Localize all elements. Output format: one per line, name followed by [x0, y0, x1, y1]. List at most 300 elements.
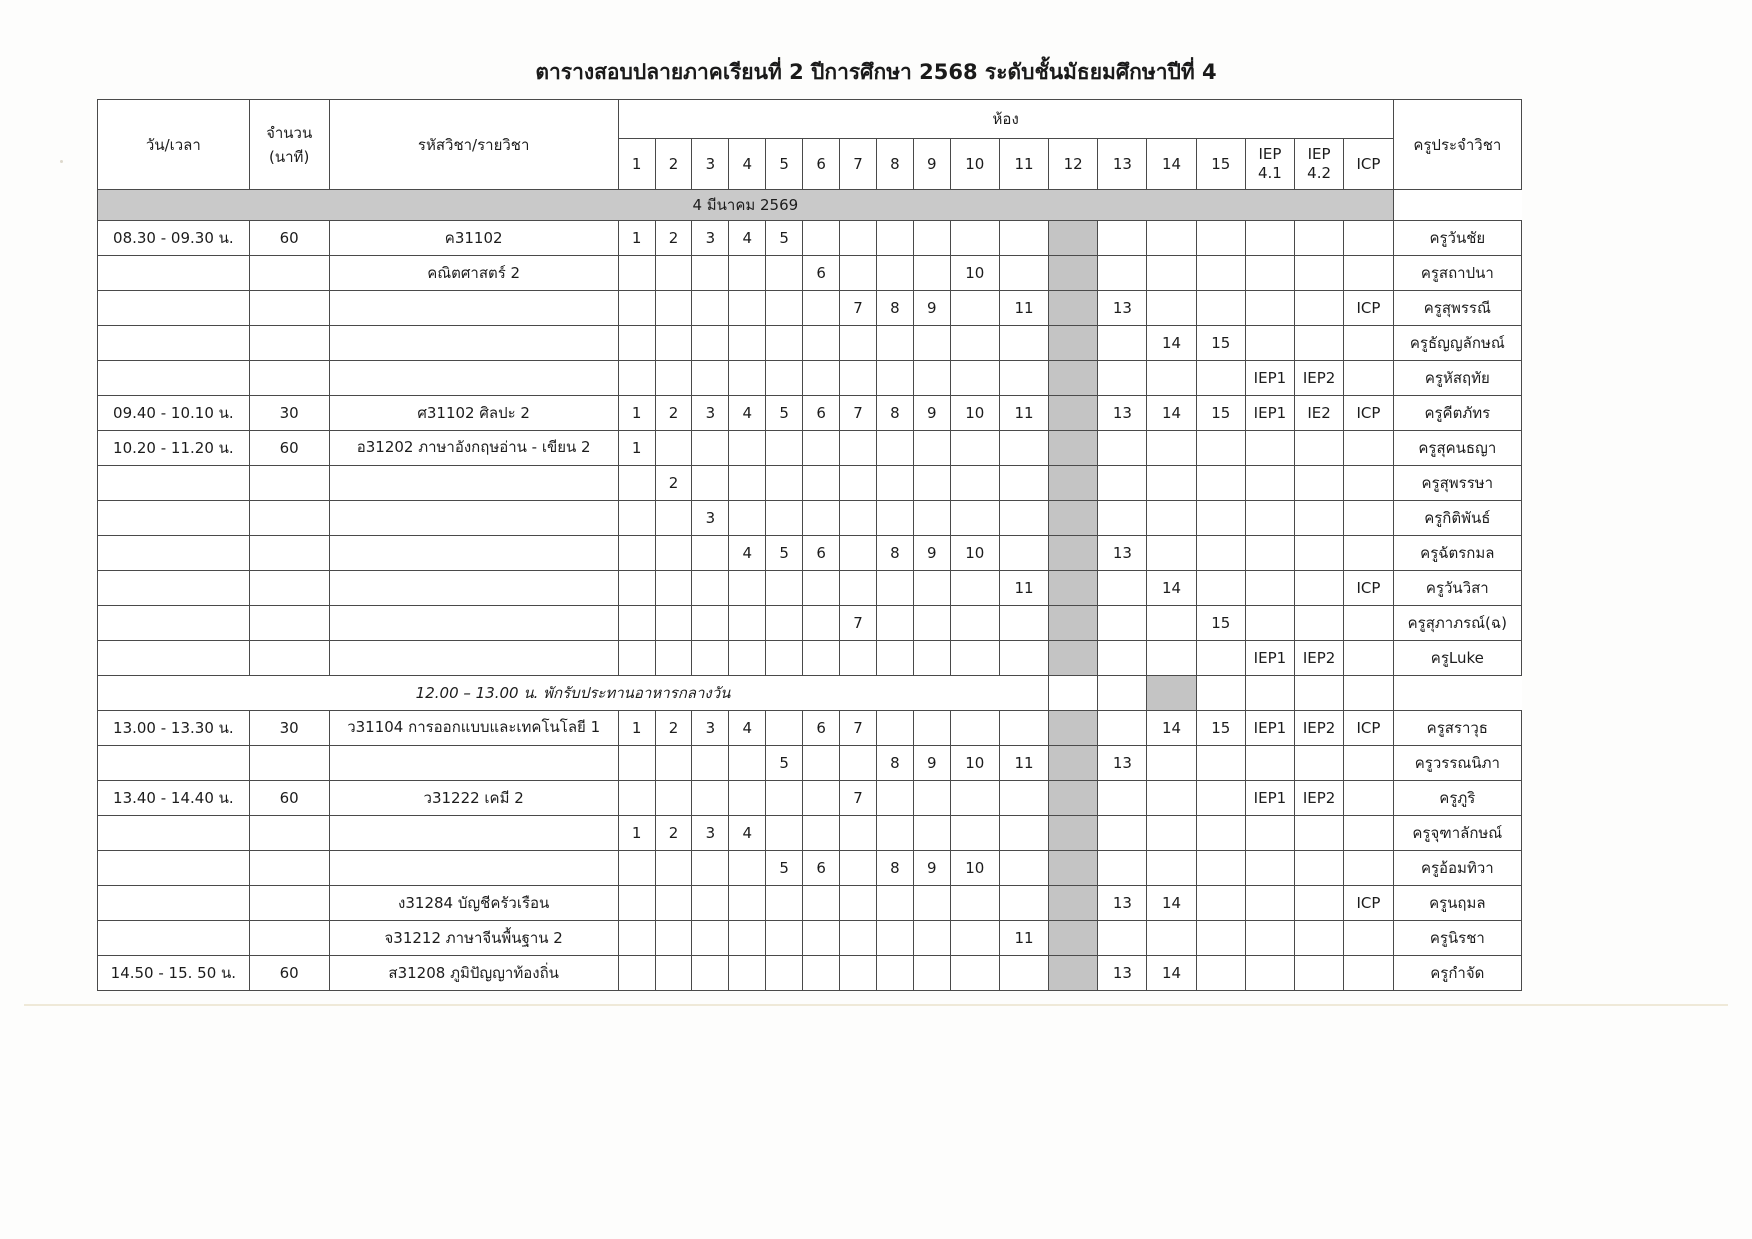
cell-room-iep1: IEP1	[1245, 396, 1294, 431]
cell-teacher: ครูนฤมล	[1393, 886, 1521, 921]
cell-room-11	[999, 536, 1048, 571]
cell-room-2	[655, 921, 692, 956]
cell-room-7	[840, 956, 877, 991]
cell-day-time	[98, 606, 250, 641]
table-row	[98, 256, 1522, 291]
cell-room-7	[840, 746, 877, 781]
cell-room-4	[729, 956, 766, 991]
cell-room-3	[692, 851, 729, 886]
table-body	[98, 190, 1522, 991]
cell-room-15	[1196, 851, 1245, 886]
cell-room-2	[655, 361, 692, 396]
cell-room-10	[950, 501, 999, 536]
cell-room-1	[618, 361, 655, 396]
cell-room-8: 8	[876, 536, 913, 571]
cell-room-5	[766, 956, 803, 991]
cell-room-14: 14	[1147, 396, 1196, 431]
cell-teacher: ครูอ้อมทิวา	[1393, 851, 1521, 886]
cell-minutes	[249, 921, 329, 956]
table-row	[98, 851, 1522, 886]
cell-room-3	[692, 886, 729, 921]
cell-room-9	[913, 921, 950, 956]
cell-room-icp	[1344, 221, 1393, 256]
cell-subject: ส31208 ภูมิปัญญาท้องถิ่น	[329, 956, 618, 991]
table-row	[98, 396, 1522, 431]
cell-room-9	[913, 641, 950, 676]
cell-room-3	[692, 921, 729, 956]
cell-room-1	[618, 326, 655, 361]
cell-subject: ว31222 เคมี 2	[329, 781, 618, 816]
cell-room-iep2	[1295, 956, 1344, 991]
cell-room-3	[692, 256, 729, 291]
cell-room-5	[766, 606, 803, 641]
cell-teacher: ครูสุพรรณี	[1393, 291, 1521, 326]
header-teacher: ครูประจำวิชา	[1393, 100, 1521, 190]
cell-room-8	[876, 641, 913, 676]
cell-room-3: 3	[692, 501, 729, 536]
cell-room-icp	[1344, 536, 1393, 571]
cell-room-iep1	[1245, 746, 1294, 781]
header-room-icp: ICP	[1344, 139, 1393, 190]
cell-room-13	[1098, 256, 1147, 291]
cell-room-iep1	[1245, 466, 1294, 501]
cell-room-14: 14	[1147, 956, 1196, 991]
cell-room-4: 4	[729, 816, 766, 851]
cell-room-12	[1049, 466, 1098, 501]
cell-room-11	[999, 816, 1048, 851]
cell-room-iep2	[1295, 536, 1344, 571]
cell-day-time: 13.40 - 14.40 น.	[98, 781, 250, 816]
cell-room-iep2	[1295, 851, 1344, 886]
cell-room-2	[655, 291, 692, 326]
cell-room-15	[1196, 956, 1245, 991]
cell-minutes	[249, 606, 329, 641]
cell-room-12	[1049, 781, 1098, 816]
cell-room-4	[729, 781, 766, 816]
cell-subject	[329, 466, 618, 501]
cell-teacher: ครูสุคนธญา	[1393, 431, 1521, 466]
lunch-break-label: 12.00 – 13.00 น. พักรับประทานอาหารกลางวัน	[98, 676, 1049, 711]
cell-room-7	[840, 501, 877, 536]
cell-room-13	[1098, 571, 1147, 606]
cell-room-11	[999, 781, 1048, 816]
cell-minutes	[249, 256, 329, 291]
cell-room-iep1	[1245, 571, 1294, 606]
header-room-group: ห้อง	[618, 100, 1393, 139]
cell-room-13	[1098, 816, 1147, 851]
table-row	[98, 431, 1522, 466]
cell-room-12	[1049, 536, 1098, 571]
cell-room-4	[729, 466, 766, 501]
cell-teacher: ครูวันชัย	[1393, 221, 1521, 256]
cell-room-10	[950, 221, 999, 256]
cell-room-12	[1049, 816, 1098, 851]
cell-subject	[329, 606, 618, 641]
cell-room-5	[766, 291, 803, 326]
cell-room-iep2	[1295, 606, 1344, 641]
cell-room-4	[729, 361, 766, 396]
cell-room-12	[1049, 921, 1098, 956]
header-room-9: 9	[913, 139, 950, 190]
header-minutes	[249, 100, 329, 190]
cell-room-9: 9	[913, 851, 950, 886]
cell-room-11	[999, 641, 1048, 676]
cell-room-4	[729, 606, 766, 641]
cell-room-8	[876, 431, 913, 466]
cell-teacher: ครูภูริ	[1393, 781, 1521, 816]
cell-room-9	[913, 431, 950, 466]
cell-room-9	[913, 326, 950, 361]
header-iep2-line1: IEP	[1307, 145, 1331, 164]
header-room-7: 7	[840, 139, 877, 190]
cell-room-10: 10	[950, 396, 999, 431]
cell-teacher: ครูนิรชา	[1393, 921, 1521, 956]
cell-room-13	[1098, 466, 1147, 501]
cell-day-time	[98, 921, 250, 956]
cell-room-11: 11	[999, 571, 1048, 606]
cell-room-8	[876, 781, 913, 816]
cell-room-icp: ICP	[1344, 396, 1393, 431]
cell-room-2: 2	[655, 466, 692, 501]
cell-room-3	[692, 746, 729, 781]
cell-room-14	[1147, 256, 1196, 291]
cell-subject: ศ31102 ศิลปะ 2	[329, 396, 618, 431]
cell-room-9	[913, 256, 950, 291]
date-band-label: 4 มีนาคม 2569	[98, 190, 1394, 221]
cell-minutes	[249, 886, 329, 921]
cell-room-9	[913, 571, 950, 606]
cell-room-5	[766, 501, 803, 536]
table-row	[98, 536, 1522, 571]
cell-room-11: 11	[999, 396, 1048, 431]
cell-room-5	[766, 571, 803, 606]
cell-room-15: 15	[1196, 326, 1245, 361]
cell-room-3: 3	[692, 816, 729, 851]
cell-room-9	[913, 606, 950, 641]
cell-teacher: ครูจุฑาลักษณ์	[1393, 816, 1521, 851]
cell-room-1	[618, 466, 655, 501]
cell-room-iep2	[1295, 221, 1344, 256]
cell-room-icp: ICP	[1344, 571, 1393, 606]
cell-room-14	[1147, 851, 1196, 886]
cell-room-10	[950, 326, 999, 361]
cell-minutes	[249, 466, 329, 501]
cell-minutes	[249, 571, 329, 606]
cell-room-4	[729, 571, 766, 606]
cell-room-3: 3	[692, 396, 729, 431]
table-row	[98, 886, 1522, 921]
cell-room-8	[876, 466, 913, 501]
header-iep2-line2: 4.2	[1307, 164, 1332, 182]
cell-room-5	[766, 326, 803, 361]
cell-teacher: ครูคีตภัทร	[1393, 396, 1521, 431]
cell-day-time	[98, 256, 250, 291]
cell-room-8	[876, 221, 913, 256]
cell-room-4	[729, 326, 766, 361]
cell-room-9	[913, 361, 950, 396]
cell-minutes	[249, 641, 329, 676]
header-subject-code-name: รหัสวิชา/รายวิชา	[329, 100, 618, 190]
cell-room-3: 3	[692, 221, 729, 256]
cell-room-4: 4	[729, 711, 766, 746]
cell-teacher: ครูธัญญลักษณ์	[1393, 326, 1521, 361]
cell-minutes: 30	[249, 396, 329, 431]
cell-room-5	[766, 641, 803, 676]
exam-schedule-table	[97, 99, 1522, 991]
header-room-iep-4-1	[1245, 139, 1294, 190]
cell-room-10	[950, 816, 999, 851]
cell-room-1	[618, 501, 655, 536]
cell-room-iep2: IEP2	[1295, 641, 1344, 676]
cell-room-12	[1049, 431, 1098, 466]
cell-room-15	[1196, 256, 1245, 291]
cell-room-5	[766, 431, 803, 466]
cell-room-5: 5	[766, 396, 803, 431]
cell-room-iep2	[1295, 291, 1344, 326]
cell-room-12	[1049, 746, 1098, 781]
cell-teacher: ครูสราวุธ	[1393, 711, 1521, 746]
cell-minutes: 60	[249, 956, 329, 991]
cell-teacher: ครูLuke	[1393, 641, 1521, 676]
cell-room-2: 2	[655, 221, 692, 256]
cell-room-6	[803, 956, 840, 991]
cell-room-6	[803, 641, 840, 676]
lunch-break-spacer	[1295, 676, 1344, 711]
cell-room-6: 6	[803, 851, 840, 886]
cell-room-2	[655, 606, 692, 641]
cell-room-icp	[1344, 746, 1393, 781]
cell-room-2	[655, 641, 692, 676]
cell-day-time	[98, 536, 250, 571]
cell-room-5	[766, 886, 803, 921]
cell-day-time: 09.40 - 10.10 น.	[98, 396, 250, 431]
header-room-8: 8	[876, 139, 913, 190]
cell-room-2	[655, 851, 692, 886]
cell-room-7: 7	[840, 711, 877, 746]
cell-room-9: 9	[913, 291, 950, 326]
cell-room-13	[1098, 606, 1147, 641]
cell-room-iep1	[1245, 326, 1294, 361]
cell-room-1	[618, 291, 655, 326]
cell-room-5: 5	[766, 746, 803, 781]
cell-subject	[329, 571, 618, 606]
cell-room-13: 13	[1098, 746, 1147, 781]
cell-room-7: 7	[840, 396, 877, 431]
cell-room-iep1	[1245, 221, 1294, 256]
cell-room-iep2	[1295, 256, 1344, 291]
cell-room-11: 11	[999, 746, 1048, 781]
cell-subject	[329, 361, 618, 396]
table-row	[98, 641, 1522, 676]
cell-room-13	[1098, 221, 1147, 256]
cell-room-iep2: IEP2	[1295, 361, 1344, 396]
cell-room-iep1: IEP1	[1245, 711, 1294, 746]
cell-room-10	[950, 956, 999, 991]
table-row	[98, 606, 1522, 641]
cell-room-iep2	[1295, 886, 1344, 921]
cell-teacher: ครูสุภาภรณ์(ฉ)	[1393, 606, 1521, 641]
cell-room-8	[876, 711, 913, 746]
cell-room-5	[766, 921, 803, 956]
cell-room-11: 11	[999, 291, 1048, 326]
cell-room-8	[876, 921, 913, 956]
cell-room-iep2	[1295, 501, 1344, 536]
cell-room-7	[840, 886, 877, 921]
table-row	[98, 571, 1522, 606]
cell-room-icp: ICP	[1344, 291, 1393, 326]
cell-room-13	[1098, 711, 1147, 746]
cell-room-1	[618, 921, 655, 956]
lunch-break-spacer	[1245, 676, 1294, 711]
cell-room-4	[729, 641, 766, 676]
lunch-break-spacer	[1344, 676, 1393, 711]
cell-room-2: 2	[655, 711, 692, 746]
cell-room-12	[1049, 606, 1098, 641]
table-row	[98, 361, 1522, 396]
cell-room-10	[950, 711, 999, 746]
cell-room-8	[876, 886, 913, 921]
cell-room-15	[1196, 746, 1245, 781]
cell-room-iep1	[1245, 431, 1294, 466]
cell-room-6	[803, 571, 840, 606]
cell-room-14	[1147, 746, 1196, 781]
cell-room-icp	[1344, 641, 1393, 676]
cell-room-1: 1	[618, 431, 655, 466]
cell-room-iep2	[1295, 431, 1344, 466]
cell-room-14	[1147, 431, 1196, 466]
lunch-break-spacer	[1098, 676, 1147, 711]
cell-room-10	[950, 781, 999, 816]
cell-room-8	[876, 571, 913, 606]
cell-room-3	[692, 956, 729, 991]
cell-room-12	[1049, 886, 1098, 921]
cell-room-8: 8	[876, 291, 913, 326]
cell-room-3	[692, 431, 729, 466]
cell-room-9	[913, 956, 950, 991]
header-minutes-line2: (นาที)	[269, 147, 310, 166]
cell-minutes	[249, 851, 329, 886]
cell-day-time	[98, 886, 250, 921]
cell-room-6	[803, 921, 840, 956]
cell-room-1: 1	[618, 396, 655, 431]
lunch-break-row	[98, 676, 1522, 711]
cell-room-icp: ICP	[1344, 711, 1393, 746]
cell-room-13: 13	[1098, 956, 1147, 991]
cell-room-iep1	[1245, 256, 1294, 291]
cell-room-2	[655, 501, 692, 536]
cell-room-2	[655, 536, 692, 571]
cell-room-icp	[1344, 431, 1393, 466]
cell-room-14	[1147, 291, 1196, 326]
cell-room-2	[655, 746, 692, 781]
cell-room-icp	[1344, 606, 1393, 641]
cell-room-10	[950, 641, 999, 676]
cell-room-9	[913, 501, 950, 536]
cell-room-5	[766, 711, 803, 746]
cell-room-1	[618, 256, 655, 291]
cell-room-iep2	[1295, 326, 1344, 361]
cell-room-10: 10	[950, 746, 999, 781]
cell-day-time	[98, 641, 250, 676]
cell-room-15	[1196, 641, 1245, 676]
cell-room-12	[1049, 851, 1098, 886]
cell-room-8	[876, 956, 913, 991]
cell-room-10: 10	[950, 851, 999, 886]
cell-room-1	[618, 956, 655, 991]
header-room-iep-4-2	[1295, 139, 1344, 190]
cell-room-iep1: IEP1	[1245, 781, 1294, 816]
cell-room-iep2: IEP2	[1295, 781, 1344, 816]
cell-room-6: 6	[803, 711, 840, 746]
table-row	[98, 816, 1522, 851]
cell-day-time	[98, 816, 250, 851]
cell-room-6: 6	[803, 256, 840, 291]
cell-room-8	[876, 501, 913, 536]
cell-minutes: 30	[249, 711, 329, 746]
table-row	[98, 291, 1522, 326]
cell-minutes	[249, 326, 329, 361]
cell-room-6: 6	[803, 536, 840, 571]
cell-room-2	[655, 326, 692, 361]
cell-room-8	[876, 326, 913, 361]
cell-room-7	[840, 431, 877, 466]
cell-room-9: 9	[913, 396, 950, 431]
cell-room-15	[1196, 886, 1245, 921]
cell-room-13: 13	[1098, 536, 1147, 571]
cell-day-time: 14.50 - 15. 50 น.	[98, 956, 250, 991]
header-day-time: วัน/เวลา	[98, 100, 250, 190]
header-iep1-line1: IEP	[1258, 145, 1282, 164]
cell-room-4	[729, 291, 766, 326]
cell-day-time	[98, 501, 250, 536]
header-room-6: 6	[803, 139, 840, 190]
cell-room-12	[1049, 361, 1098, 396]
cell-room-15	[1196, 431, 1245, 466]
cell-room-iep2	[1295, 816, 1344, 851]
cell-room-11	[999, 361, 1048, 396]
cell-room-9	[913, 781, 950, 816]
cell-room-14: 14	[1147, 326, 1196, 361]
cell-room-9	[913, 711, 950, 746]
cell-room-14: 14	[1147, 711, 1196, 746]
cell-room-11	[999, 501, 1048, 536]
cell-subject: จ31212 ภาษาจีนพื้นฐาน 2	[329, 921, 618, 956]
cell-room-4	[729, 746, 766, 781]
header-room-4: 4	[729, 139, 766, 190]
header-room-14: 14	[1147, 139, 1196, 190]
cell-teacher: ครูสุพรรษา	[1393, 466, 1521, 501]
cell-room-13: 13	[1098, 291, 1147, 326]
cell-room-iep2: IE2	[1295, 396, 1344, 431]
cell-subject: ค31102	[329, 221, 618, 256]
cell-room-11	[999, 221, 1048, 256]
table-header	[98, 100, 1522, 190]
cell-room-8	[876, 256, 913, 291]
header-room-2: 2	[655, 139, 692, 190]
cell-room-iep1	[1245, 536, 1294, 571]
cell-room-11	[999, 711, 1048, 746]
cell-room-1: 1	[618, 221, 655, 256]
cell-teacher: ครูวรรณนิภา	[1393, 746, 1521, 781]
cell-room-icp	[1344, 361, 1393, 396]
cell-subject	[329, 291, 618, 326]
header-room-13: 13	[1098, 139, 1147, 190]
cell-subject: คณิตศาสตร์ 2	[329, 256, 618, 291]
header-row-top	[98, 100, 1522, 139]
cell-minutes	[249, 291, 329, 326]
cell-room-6	[803, 291, 840, 326]
cell-room-9: 9	[913, 746, 950, 781]
